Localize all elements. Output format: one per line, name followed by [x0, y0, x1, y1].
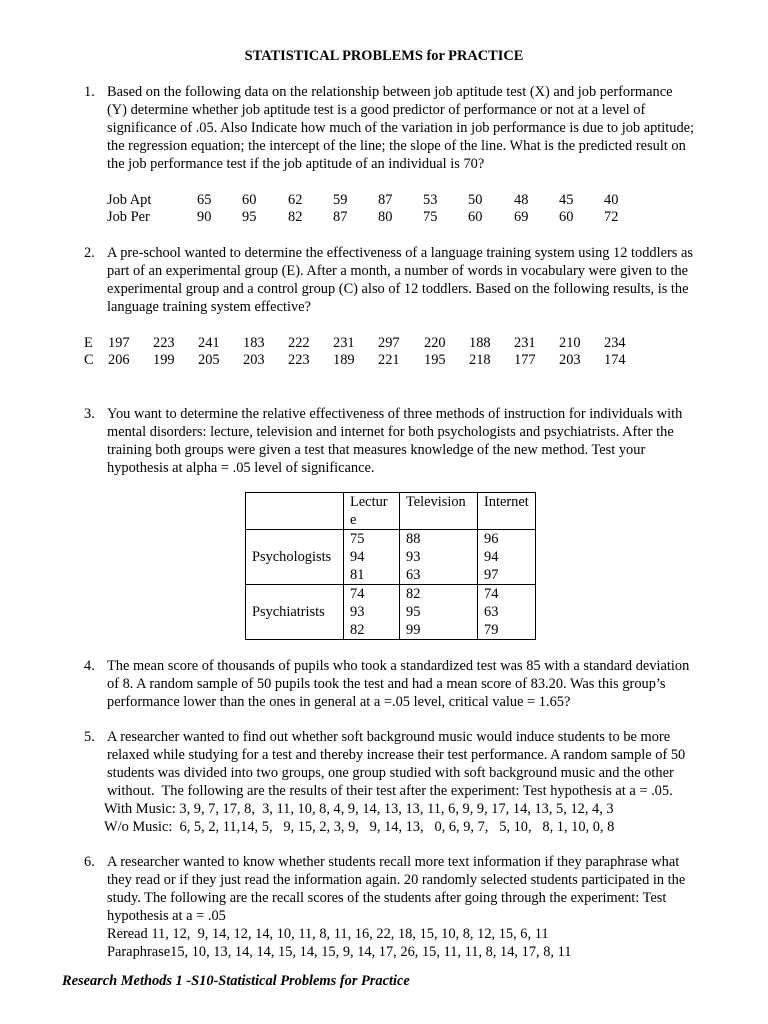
reread-data: Reread 11, 12, 9, 14, 12, 14, 10, 11, 8, 11, 16, 22, 18, 15, 10, 8, 12, 15, 6, 11 — [107, 926, 549, 942]
table-cell: 206 — [108, 352, 130, 368]
score: 75 — [350, 531, 365, 547]
table-cell: 199 — [153, 352, 175, 368]
problem-text-line: The mean score of thousands of pupils who took a standardized test was 85 with a standard deviation — [107, 658, 690, 674]
table-cell: 195 — [424, 352, 446, 368]
problem-text-line: A pre-school wanted to determine the effectiveness of a language training system using 12 toddlers as — [107, 245, 693, 261]
row-label: C — [84, 352, 94, 368]
table-cell: 40 — [604, 192, 619, 208]
table-cell: 189 — [333, 352, 355, 368]
table-header-row — [246, 493, 536, 530]
problem-text-line: without. The following are the results of their test after the experiment: Test hypothesis at a = .05. — [107, 783, 673, 799]
table-cell: 231 — [514, 335, 536, 351]
page-footer: Research Methods 1 -S10-Statistical Problems for Practice — [62, 973, 410, 989]
problem-text-line: study. The following are the recall scores of the students after going through the experiment: Test — [107, 890, 667, 906]
table-cell: 82 — [288, 209, 303, 225]
table-cell: 45 — [559, 192, 574, 208]
problem-text-line: Based on the following data on the relationship between job aptitude test (X) and job performance — [107, 84, 673, 100]
score: 63 — [406, 567, 421, 583]
score: 93 — [350, 604, 365, 620]
row-label: Job Per — [107, 209, 150, 225]
problem-text-line: You want to determine the relative effectiveness of three methods of instruction for individuals with — [107, 406, 683, 422]
score: 82 — [350, 622, 365, 638]
table-cell: 80 — [378, 209, 393, 225]
table-cell: 203 — [243, 352, 265, 368]
score: 63 — [484, 604, 499, 620]
table-cell: 210 — [559, 335, 581, 351]
problem-6-number: 6. — [84, 854, 95, 870]
score: 93 — [406, 549, 421, 565]
row-label-psychologists: Psychologists — [246, 530, 344, 585]
table-cell: 59 — [333, 192, 348, 208]
row-label: Job Apt — [107, 192, 152, 208]
table-cell: 183 — [243, 335, 265, 351]
table-cell: 72 — [604, 209, 619, 225]
table-cell: 205 — [198, 352, 220, 368]
problem-text-line: the regression equation; the intercept of the line; the slope of the line. What is the predicted result on — [107, 138, 686, 154]
lecture-cell — [344, 585, 400, 640]
table-cell: 231 — [333, 335, 355, 351]
header-line: Lectur — [350, 494, 388, 510]
page-title: STATISTICAL PROBLEMS for PRACTICE — [244, 48, 524, 64]
table-cell: 223 — [288, 352, 310, 368]
table-cell: 87 — [333, 209, 348, 225]
table-cell: 223 — [153, 335, 175, 351]
table-cell: 75 — [423, 209, 438, 225]
problem-3-number: 3. — [84, 406, 95, 422]
table-cell: 241 — [198, 335, 220, 351]
score: 96 — [484, 531, 499, 547]
score: 74 — [484, 586, 499, 602]
without-music-data: W/o Music: 6, 5, 2, 11,14, 5, 9, 15, 2, 3, 9, 9, 14, 13, 0, 6, 9, 7, 5, 10, 8, 1, 10, 0, 8 — [104, 819, 615, 835]
problem-text-line: hypothesis at a = .05 — [107, 908, 226, 924]
score: 82 — [406, 586, 421, 602]
table-cell: 60 — [242, 192, 257, 208]
problem-4-number: 4. — [84, 658, 95, 674]
table-cell: 174 — [604, 352, 626, 368]
row-label-psychiatrists: Psychiatrists — [246, 585, 344, 640]
problem-text-line: performance lower than the ones in general at a =.05 level, critical value = 1.65? — [107, 694, 571, 710]
table-row — [246, 530, 536, 585]
table-cell: 297 — [378, 335, 400, 351]
table-cell: 60 — [559, 209, 574, 225]
problem-text-line: part of an experimental group (E). After a month, a number of words in vocabulary were given to the — [107, 263, 689, 279]
problem-text-line: significance of .05. Also Indicate how much of the variation in job performance is due to job aptitude; — [107, 120, 695, 136]
table-cell: 203 — [559, 352, 581, 368]
table-cell: 90 — [197, 209, 212, 225]
table-cell: 48 — [514, 192, 529, 208]
internet-cell — [478, 530, 536, 585]
table-cell: 50 — [468, 192, 483, 208]
score: 79 — [484, 622, 499, 638]
score: 99 — [406, 622, 421, 638]
score: 95 — [406, 604, 421, 620]
problem-text-line: training both groups were given a test that measures knowledge of the new method. Test your — [107, 442, 646, 458]
table-cell: 95 — [242, 209, 257, 225]
problem-text-line: relaxed while studying for a test and thereby increase their test performance. A random sample of 50 — [107, 747, 686, 763]
table-cell: 218 — [469, 352, 491, 368]
table-cell: 222 — [288, 335, 310, 351]
problem-5-number: 5. — [84, 729, 95, 745]
television-cell — [400, 530, 478, 585]
table-cell: 60 — [468, 209, 483, 225]
with-music-data: With Music: 3, 9, 7, 17, 8, 3, 11, 10, 8, 4, 9, 14, 13, 13, 11, 6, 9, 9, 17, 14, 13, 5, 12, 4, 3 — [104, 801, 614, 817]
column-header-internet: Internet — [478, 493, 536, 530]
paraphrase-data: Paraphrase15, 10, 13, 14, 14, 15, 14, 15, 9, 14, 17, 26, 15, 11, 11, 8, 14, 17, 8, 11 — [107, 944, 572, 960]
table-cell: 87 — [378, 192, 393, 208]
problem-text-line: A researcher wanted to know whether students recall more text information if they paraphrase what — [107, 854, 680, 870]
problem-text-line: experimental group and a control group (C) also of 12 toddlers. Based on the following results, is the — [107, 281, 689, 297]
header-line: e — [350, 512, 357, 528]
score: 88 — [406, 531, 421, 547]
score: 94 — [484, 549, 499, 565]
table-cell: 177 — [514, 352, 536, 368]
table-cell: 69 — [514, 209, 529, 225]
problem-1-number: 1. — [84, 84, 95, 100]
problem-text-line: mental disorders: lecture, television and internet for both psychologists and psychiatrists. After the — [107, 424, 674, 440]
problem-text-line: hypothesis at alpha = .05 level of significance. — [107, 460, 375, 476]
table-corner-cell — [246, 493, 344, 530]
table-cell: 62 — [288, 192, 303, 208]
table-cell: 197 — [108, 335, 130, 351]
table-cell: 234 — [604, 335, 626, 351]
problem-text-line: A researcher wanted to find out whether soft background music would induce students to be more — [107, 729, 671, 745]
problem-text-line: the job performance test if the job aptitude of an individual is 70? — [107, 156, 485, 172]
problem-text-line: students was divided into two groups, one group studied with soft background music and the other — [107, 765, 674, 781]
problem-text-line: language training system effective? — [107, 299, 311, 315]
problem-2-number: 2. — [84, 245, 95, 261]
score: 74 — [350, 586, 365, 602]
problem-text-line: they read or if they just read the information again. 20 randomly selected students participated in the — [107, 872, 686, 888]
television-cell — [400, 585, 478, 640]
problem-text-line: (Y) determine whether job aptitude test is a good predictor of performance or not at a level of — [107, 102, 646, 118]
problem-text-line: of 8. A random sample of 50 pupils took the test and had a mean score of 83.20. Was this group’s — [107, 676, 666, 692]
table-cell: 53 — [423, 192, 438, 208]
instruction-methods-table — [245, 492, 536, 640]
score: 97 — [484, 567, 499, 583]
table-cell: 188 — [469, 335, 491, 351]
row-label: E — [84, 335, 93, 351]
table-cell: 220 — [424, 335, 446, 351]
score: 94 — [350, 549, 365, 565]
table-cell: 65 — [197, 192, 212, 208]
table-row — [246, 585, 536, 640]
column-header-television: Television — [400, 493, 478, 530]
column-header-lecture — [344, 493, 400, 530]
lecture-cell — [344, 530, 400, 585]
internet-cell — [478, 585, 536, 640]
table-cell: 221 — [378, 352, 400, 368]
score: 81 — [350, 567, 365, 583]
